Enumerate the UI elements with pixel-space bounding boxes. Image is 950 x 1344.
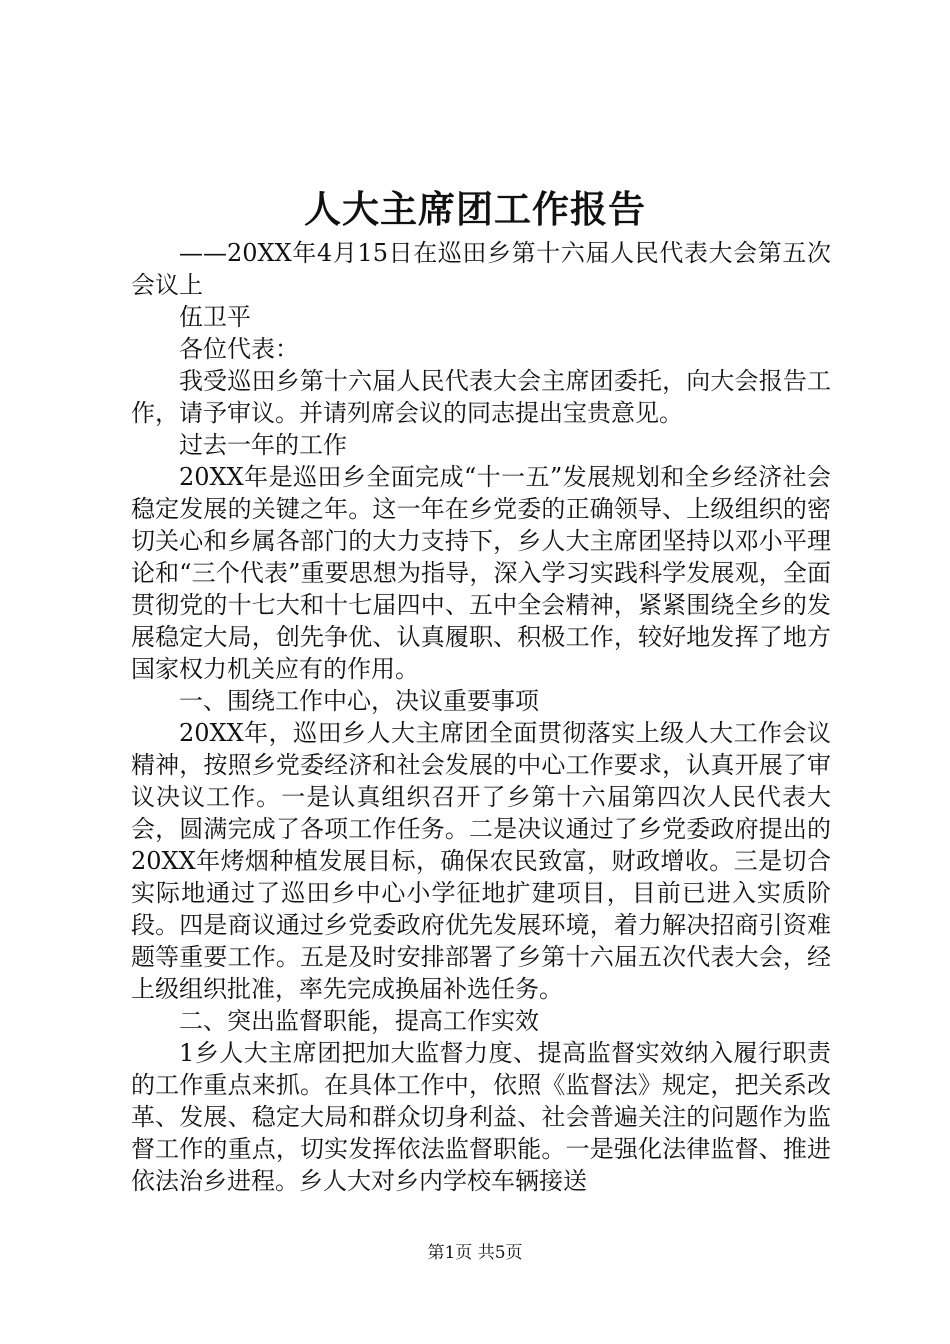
intro-paragraph: 我受巡田乡第十六届人民代表大会主席团委托，向大会报告工作，请予审议。并请列席会议的同志提出宝贵意见。	[131, 367, 831, 427]
salutation: 各位代表：	[179, 335, 299, 363]
document-title: 人大主席团工作报告	[304, 187, 646, 231]
subtitle-line: ——20XX年4月15日在巡田乡第十六届人民代表大会第五次会议上	[131, 239, 831, 299]
section-2-paragraph: 1乡人大主席团把加大监督力度、提高监督实效纳入履行职责的工作重点来抓。在具体工作中，依照《监督法》规定，把关系改革、发展、稳定大局和群众切身利益、社会普遍关注的问题作为监督工作的重点，切实发挥依法监督职能。一是强化法律监督、推进依法治乡进程。乡人大对乡内学校车辆接送	[131, 1039, 831, 1195]
section-heading-2: 二、突出监督职能，提高工作实效	[179, 1007, 539, 1035]
document-body	[131, 237, 831, 1197]
section-heading-1: 一、围绕工作中心，决议重要事项	[179, 687, 539, 715]
section-1-paragraph: 20XX年，巡田乡人大主席团全面贯彻落实上级人大工作会议精神，按照乡党委经济和社会发展的中心工作要求，认真开展了审议决议工作。一是认真组织召开了乡第十六届第四次人民代表大会，圆满完成了各项工作任务。二是决议通过了乡党委政府提出的20XX年烤烟种植发展目标，确保农民致富，财政增收。三是切合实际地通过了巡田乡中心小学征地扩建项目，目前已进入实质阶段。四是商议通过乡党委政府优先发展环境，着力解决招商引资难题等重要工作。五是及时安排部署了乡第十六届五次代表大会，经上级组织批准，率先完成换届补选任务。	[131, 719, 831, 1003]
past-year-paragraph: 20XX年是巡田乡全面完成“十一五”发展规划和全乡经济社会稳定发展的关键之年。这一年在乡党委的正确领导、上级组织的密切关心和乡属各部门的大力支持下，乡人大主席团坚持以邓小平理论和“三个代表”重要思想为指导，深入学习实践科学发展观，全面贯彻党的十七大和十七届四中、五中全会精神，紧紧围绕全乡的发展稳定大局，创先争优、认真履职、积极工作，较好地发挥了地方国家权力机关应有的作用。	[131, 463, 831, 683]
author-name: 伍卫平	[179, 303, 251, 331]
page-number-footer: 第1页 共5页	[427, 1243, 523, 1263]
section-heading-past-year: 过去一年的工作	[179, 431, 347, 459]
